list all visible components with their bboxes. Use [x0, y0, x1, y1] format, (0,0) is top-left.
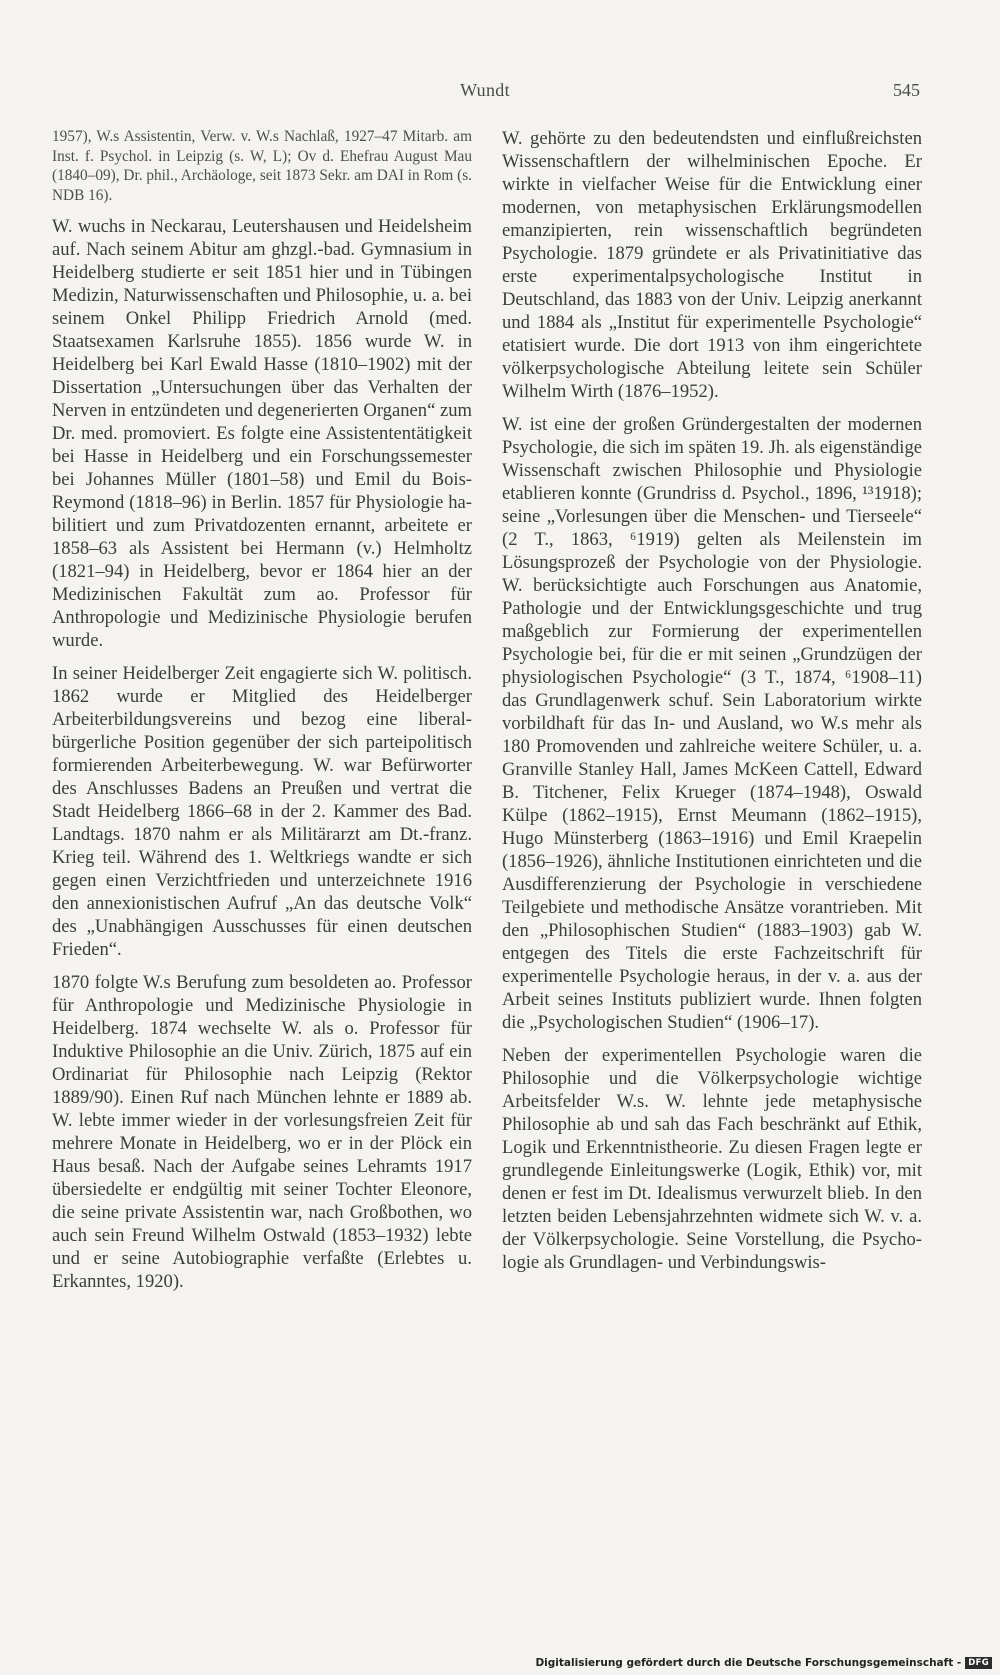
- paragraph: 1957), W.s Assistentin, Verw. v. W.s Nachlaß, 1927–47 Mitarb. am Inst. f. Psychol. in Leipzig (s. W, L); Ov d. Ehefrau August Mau (1840–09), Dr. phil., Archäologe, seit 1873 Sekr. am DAI in Rom (s. NDB 16).: [52, 128, 472, 204]
- right-column: [502, 127, 922, 1284]
- footer-text: Digitalisierung gefördert durch die Deutsche Forschungsgemeinschaft -: [535, 1657, 962, 1669]
- dfg-logo: DFG: [965, 1657, 992, 1669]
- left-column: [52, 127, 472, 1303]
- footer: [535, 1657, 992, 1669]
- running-title: Wundt: [460, 80, 510, 100]
- paragraph: In seiner Heidelberger Zeit engagierte sich W. politisch. 1862 wurde er Mitglied des Heidelberger Arbeiterbildungsvereins und bezog eine liberal-bürgerliche Position gegenüber der sich parteipolitisch formierenden Arbeiterbewegung. W. war Befürworter des Anschlusses Badens an Preußen und vertrat die Stadt Heidelberg 1866–68 in der 2. Kammer des Bad. Landtags. 1870 nahm er als Militärarzt am Dt.-franz. Krieg teil. Während des 1. Weltkriegs wandte er sich gegen einen Verzichtfrieden und unterzeichnete 1916 den annexionistischen Aufruf „An das deutsche Volk“ des „Unabhängigen Ausschusses für einen deutschen Frieden“.: [52, 663, 472, 960]
- paragraph: W. ist eine der großen Gründergestalten der modernen Psychologie, die sich im späten 19. Jh. als eigenständige Wissenschaft zwischen Philosophie und Physiologie etablieren konnte (Grundriss d. Psychol., 1896, ¹³1918); seine „Vorlesungen über die Menschen- und Tierseele“ (2 T., 1863, ⁶1919) gelten als Meilenstein im Lösungsprozeß der Psychologie von der Physiologie. W. berücksichtigte auch Forschungen aus Anatomie, Pathologie und der Entwicklungsgeschichte und trug maßgeblich zur Formierung der experimentellen Psychologie bei, für die er mit seinen „Grundzügen der physiologischen Psychologie“ (3 T., 1874, ⁶1908–11) das Grundlagenwerk schuf. Sein Laboratorium wirkte vorbildhaft für das In- und Ausland, wo W.s mehr als 180 Promovenden und zahlreiche weitere Schüler, u. a. Granville Stanley Hall, James McKeen Cattell, Edward B. Titchener, Felix Krueger (1874–1948), Oswald Külpe (1862–1915), Ernst Meumann (1862–1915), Hugo Münsterberg (1863–1916) und Emil Kraepelin (1856–1926), ähnliche Institutionen einrichteten und die Ausdifferenzierung der Psychologie in verschiedene Teilgebiete und methodische Ansätze vorantrieben. Mit den „Philosophischen Studien“ (1883–1903) gab W. entgegen des Titels die erste Fachzeitschrift für experimentelle Psychologie heraus, in der v. a. aus der Arbeit seines Instituts publiziert wurde. Ihnen folgten die „Psychologischen Studien“ (1906–17).: [502, 414, 922, 1033]
- paragraph: W. gehörte zu den bedeutendsten und einflußreichsten Wissenschaftlern der wilhelminischen Epoche. Er wirkte in vielfacher Weise für die Entwicklung einer modernen, von metaphysischen Erklärungsmodellen emanzipierten, rein wissenschaftlich begründeten Psychologie. 1879 gründete er als Privatinitiative das erste experimentalpsychologische Institut in Deutschland, das 1883 von der Univ. Leipzig anerkannt und 1884 als „Institut für experimentelle Psychologie“ etatisiert wurde. Die dort 1913 von ihm eingerichtete völkerpsychologische Abteilung leitete sein Schüler Wilhelm Wirth (1876–1952).: [502, 128, 922, 402]
- paragraph: Neben der experimentellen Psychologie waren die Philosophie und die Völkerpsychologie wichtige Arbeitsfelder W.s. W. lehnte jede metaphysische Philosophie ab und sah das Fach beschränkt auf Ethik, Logik und Erkenntnistheorie. Zu diesen Fragen legte er grundlegende Einleitungswerke (Logik, Ethik) vor, mit denen er fest im Dt. Idealismus verwurzelt blieb. In den letzten beiden Lebensjahrzehnten widmete sich W. v. a. der Völkerpsychologie. Seine Vorstellung, die Psychologie als Grundlagen- und Verbindungswis-: [502, 1045, 922, 1273]
- page-number: 545: [893, 80, 920, 100]
- running-head: [50, 80, 920, 104]
- paragraph: 1870 folgte W.s Berufung zum besoldeten ao. Professor für Anthropologie und Medizinische Physiologie in Heidelberg. 1874 wechselte W. als o. Professor für Induktive Philosophie an die Univ. Zürich, 1875 auf ein Ordinariat für Philosophie nach Leipzig (Rektor 1889/90). Einen Ruf nach München lehnte er 1889 ab. W. lebte immer wieder in der vorlesungsfreien Zeit für mehrere Monate in Heidelberg, wo er in der Plöck ein Haus besaß. Nach der Aufgabe seines Lehramts 1917 übersiedelte er endgültig mit seiner Tochter Eleonore, die seine private Assistentin war, nach Großbothen, wo auch sein Freund Wilhelm Ostwald (1853–1932) lebte und er seine Autobiographie verfaßte (Erlebtes u. Erkanntes, 1920).: [52, 972, 472, 1292]
- paragraph: W. wuchs in Neckarau, Leutershausen und Heidelsheim auf. Nach seinem Abitur am ghzgl.-bad. Gymnasium in Heidelberg studierte er seit 1851 hier und in Tübingen Medizin, Naturwissenschaften und Philosophie, u. a. bei seinem Onkel Philipp Friedrich Arnold (med. Staatsexamen Karlsruhe 1855). 1856 wurde W. in Heidelberg bei Karl Ewald Hasse (1810–1902) mit der Dissertation „Untersuchungen über das Verhalten der Nerven in entzündeten und degenerierten Organen“ zum Dr. med. promoviert. Es folgte eine Assistententätigkeit bei Hasse in Heidelberg und ein Forschungssemester bei Johannes Müller (1801–58) und Emil du Bois-Reymond (1818–96) in Berlin. 1857 für Physiologie habilitiert und zum Privatdozenten ernannt, arbeitete er 1858–63 als Assistent bei Hermann (v.) Helmholtz (1821–94) in Heidelberg, bevor er 1864 hier an der Medizinischen Fakultät zum ao. Professor für Anthropologie und Medizinische Physiologie berufen wurde.: [52, 216, 472, 651]
